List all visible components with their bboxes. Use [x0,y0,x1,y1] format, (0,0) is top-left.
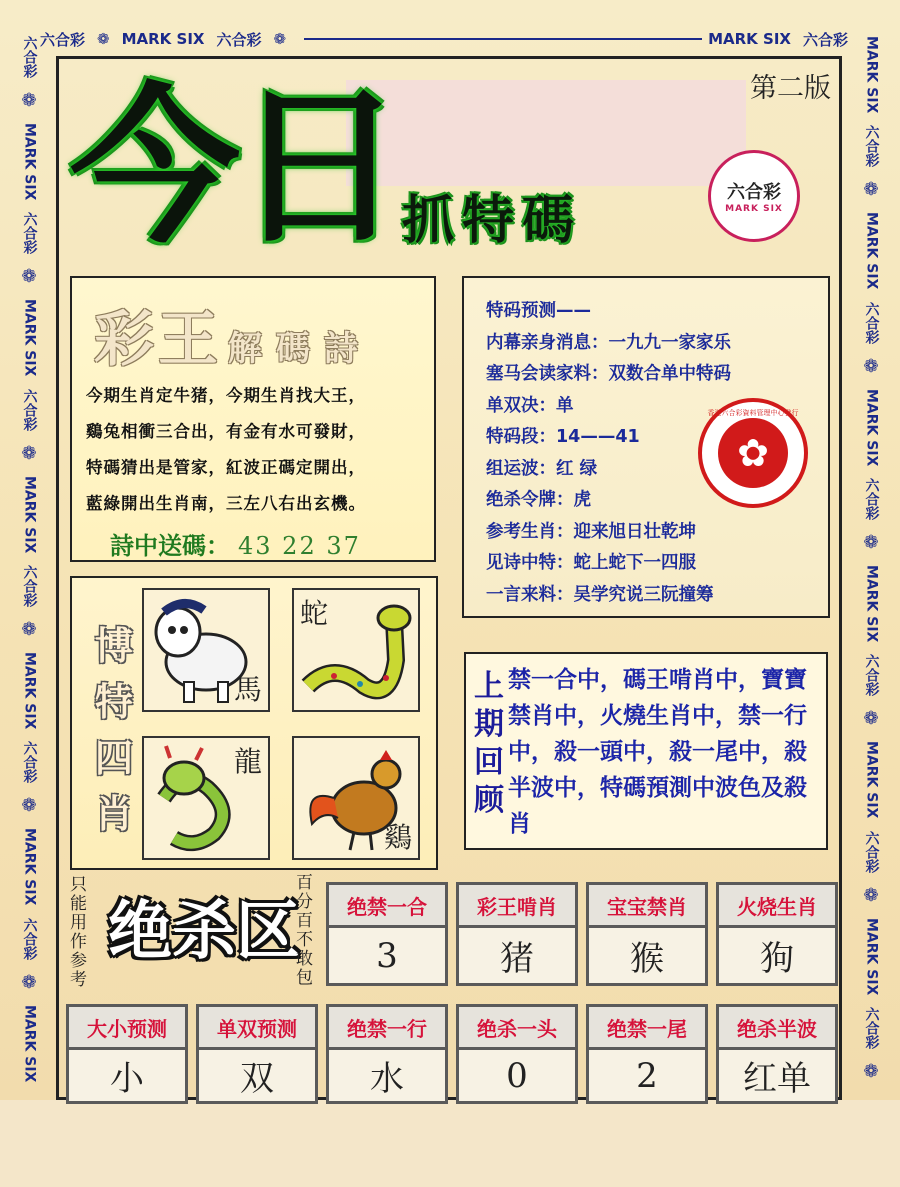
kill-cell [456,882,578,986]
kill-cell-value: 0 [506,1055,528,1096]
prediction-line: 特码预测—— [486,301,591,321]
recap-title-char: 回 [474,745,504,780]
snake-label: 蛇 [300,597,329,630]
kill-cell [716,1004,838,1104]
brand-cn: 六合彩 [802,30,848,49]
title-sub: 抓特碼 [402,190,583,251]
poem-line: 特碼猜出是管家，紅波正碼定開出， [86,458,366,477]
horse-label: 馬 [233,673,262,706]
brand-mark-six: MARK SIX [121,30,205,48]
redacted-block [346,80,746,186]
send-numbers: 43 22 37 [238,532,361,560]
brand-mark-six: MARK SIX [863,917,880,996]
brand-mark-six: MARK SIX [863,36,880,114]
recap-title-char: 期 [474,707,504,742]
brand-cn: 六合彩 [863,1007,880,1050]
brand-mark-six: MARK SIX [863,212,880,290]
kill-cell-value: 水 [370,1059,404,1099]
bauhinia-icon: ✿ [718,418,788,488]
poem-panel [70,276,436,562]
mark-six-logo [708,150,800,242]
logo-sub: MARK SIX [725,204,783,214]
kill-cell-value: 2 [636,1055,658,1096]
prediction-lines [486,296,731,611]
divider-line [304,38,702,40]
kill-cell-value: 猪 [500,939,534,979]
kill-cell-head: 彩王啃肖 [459,885,575,928]
kill-cell [456,1004,578,1104]
left-border-strip [12,30,46,1100]
rooster-label: 鷄 [383,821,412,854]
kill-zone-right-note: 百分百不敢包 [296,873,313,988]
kill-cell-value: 狗 [760,939,794,979]
brand-cn: 六合彩 [21,741,38,784]
poem-line: 藍綠開出生肖南，三左八右出玄機。 [86,494,366,513]
prediction-line: 参考生肖：迎来旭日壮乾坤 [486,521,696,542]
brand-cn: 六合彩 [863,478,880,521]
kill-cell [326,882,448,986]
brand-cn: 六合彩 [216,30,262,49]
title-main: 今日 [70,67,399,267]
brand-cn: 六合彩 [863,301,880,344]
seal-ring-text: 香港六合彩資料管理中心發行 [707,409,799,417]
kill-cell-value: 小 [110,1059,144,1099]
kill-zone-title: 绝杀区 [108,895,300,969]
snake-card [292,588,420,712]
flower-icon: ❁ [21,90,37,111]
brand-cn: 六合彩 [21,212,38,255]
brand-cn: 六合彩 [40,30,86,49]
kill-cell-value: 红单 [743,1059,811,1099]
logo-text: 六合彩 [727,182,781,203]
title-char: 四 [94,735,133,780]
kill-cell-value: 3 [376,935,398,976]
flower-icon: ❁ [21,795,37,817]
prediction-line: 单双决：单 [486,395,574,416]
poem-send-numbers [110,526,361,561]
recap-title-char: 上 [474,669,504,704]
kill-cell-head: 绝杀一头 [459,1007,575,1050]
brand-mark-six: MARK SIX [21,475,38,554]
poem-line: 今期生肖定牛猪，今期生肖找大王， [86,386,366,405]
flower-icon: ❁ [863,1061,879,1083]
kill-cell-head: 宝宝禁肖 [589,885,705,928]
rooster-card [292,736,420,860]
kill-cell-value: 猴 [630,939,664,979]
dragon-label: 龍 [233,745,262,778]
flower-icon: ❁ [863,532,879,554]
kill-cell-head: 火烧生肖 [719,885,835,928]
poem-title-main: 彩王 [94,305,222,375]
kill-cell-head: 绝禁一合 [329,885,445,928]
prediction-line: 一言来料：吴学究说三阮撞筹 [486,584,714,605]
last-issue-recap-panel [464,652,828,850]
brand-mark-six: MARK SIX [863,388,880,467]
prediction-line: 特码段：14——41 [486,427,640,447]
hk-seal-icon [698,398,808,508]
brand-cn: 六合彩 [21,388,38,431]
flower-icon: ❁ [97,30,110,48]
brand-mark-six: MARK SIX [21,652,38,730]
poem-line: 鷄兔相衝三合出，有金有水可發財， [86,422,366,441]
right-border-strip [854,30,888,1100]
flower-icon: ❁ [863,884,879,906]
poem-lines [86,378,428,522]
kill-cell [66,1004,188,1104]
poem-title-sub: 解碼詩 [228,329,372,369]
send-label: 詩中送碼： [110,531,230,560]
prediction-panel [462,276,830,618]
kill-cell [716,882,838,986]
prediction-line: 见诗中特：蛇上蛇下一四服 [486,553,696,573]
brand-mark-six: MARK SIX [21,1004,38,1083]
title-char: 博 [94,623,133,668]
recap-title-char: 顾 [474,783,504,818]
flower-icon: ❁ [21,442,37,464]
flower-icon: ❁ [863,708,879,730]
brand-cn: 六合彩 [21,917,38,960]
dragon-card [142,736,270,860]
kill-cell-head: 单双预测 [199,1007,315,1050]
brand-cn: 六合彩 [21,565,38,608]
title-char: 特 [94,679,133,724]
flower-icon: ❁ [21,266,37,288]
kill-cell-value: 双 [240,1059,274,1099]
kill-zone-left-note: 只能用作参考 [70,875,87,990]
prediction-line: 绝杀令牌：虎 [486,490,591,510]
recap-text: 禁一合中，碼王啃肖中，寶寶禁肖中，火燒生肖中，禁一行中，殺一頭中，殺一尾中，殺半波中，特碼預測中波色及殺肖 [508,667,807,837]
brand-mark-six: MARK SIX [863,565,880,643]
prediction-line: 内幕亲身消息：一九九一家家乐 [486,332,731,353]
kill-cell [586,1004,708,1104]
poem-title [94,292,372,378]
brand-cn: 六合彩 [21,36,38,78]
kill-cell-head: 绝禁一尾 [589,1007,705,1050]
flower-icon: ❁ [273,30,287,48]
prediction-line: 塞马会读家料：双数合单中特码 [486,364,731,384]
four-zodiac-title [90,618,138,842]
brand-cn: 六合彩 [863,654,880,697]
horse-card [142,588,270,712]
brand-mark-six: MARK SIX [21,123,38,201]
brand-cn: 六合彩 [863,125,880,168]
kill-cell-head: 绝禁一行 [329,1007,445,1050]
kill-cell [196,1004,318,1104]
flower-icon: ❁ [21,971,37,993]
bottom-blank-area [0,1100,900,1187]
kill-cell [326,1004,448,1104]
recap-title [474,668,504,820]
kill-cell-head: 绝杀半波 [719,1007,835,1050]
prediction-line: 组运波：红 绿 [486,458,598,479]
flower-icon: ❁ [863,179,879,201]
kill-cell-head: 大小预测 [69,1007,185,1050]
flower-icon: ❁ [21,619,37,641]
top-border-strip [40,24,860,54]
brand-mark-six: MARK SIX [21,828,38,906]
brand-mark-six: MARK SIX [863,741,880,819]
title-char: 肖 [94,791,133,836]
kill-cell [586,882,708,986]
edition-label: 第二版 [750,73,831,104]
brand-mark-six: MARK SIX [21,299,38,377]
four-zodiac-panel [70,576,438,870]
flower-icon: ❁ [863,355,879,377]
brand-mark-six: MARK SIX [708,30,791,48]
brand-cn: 六合彩 [863,830,880,873]
